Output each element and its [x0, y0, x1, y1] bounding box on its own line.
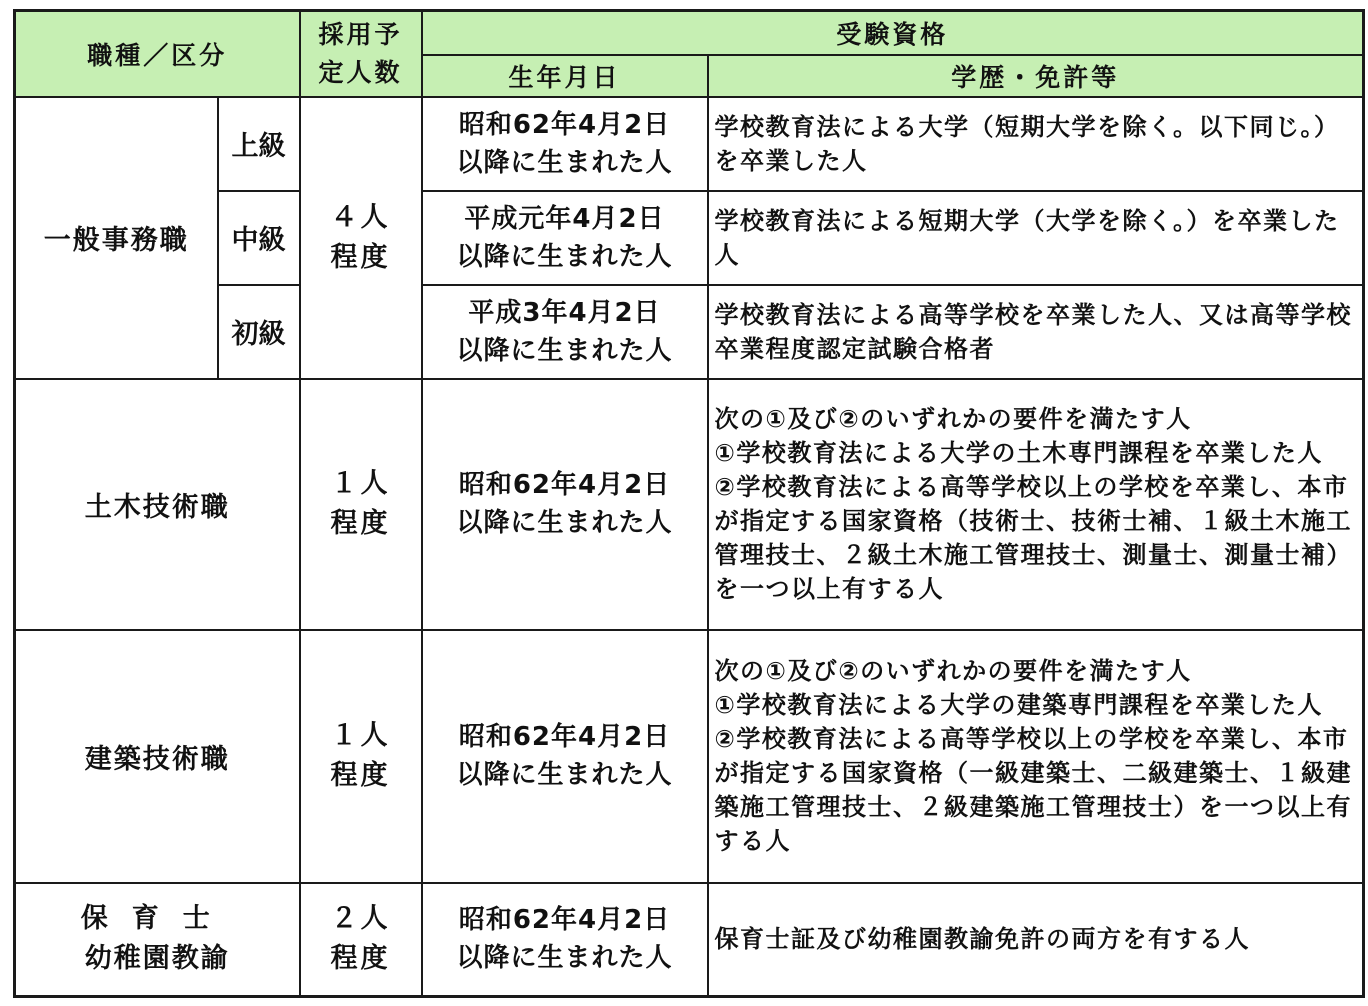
- qualification-cell: 保育士証及び幼稚園教諭免許の両方を有する人: [708, 883, 1364, 997]
- quota-suffix: 程度: [330, 241, 391, 273]
- category-general: 一般事務職: [15, 97, 218, 379]
- category-civil: 土木技術職: [15, 379, 300, 630]
- birthdate-suffix: 以降に生まれた人: [456, 943, 673, 974]
- quota-nursery: [300, 883, 422, 997]
- table-row: [15, 285, 1364, 379]
- birthdate-from: 平成3年4月2日: [468, 297, 661, 328]
- recruitment-table: [13, 9, 1365, 998]
- level-label: 中級: [218, 191, 300, 285]
- qualification-item-2: ②学校教育法による高等学校以上の学校を卒業し、本市が指定する国家資格（一級建築士、二級建築士、１級建築施工管理技士、２級建築施工管理技士）を一つ以上有する人: [714, 725, 1353, 855]
- birthdate-suffix: 以降に生まれた人: [456, 147, 673, 178]
- quota-arch: [300, 630, 422, 883]
- category-line1: 保育士: [80, 903, 234, 935]
- header-education: 学歴・免許等: [708, 55, 1364, 97]
- qualification-intro: 次の①及び②のいずれかの要件を満たす人: [714, 657, 1192, 685]
- header-category: 職種／区分: [15, 11, 300, 97]
- category-arch: 建築技術職: [15, 630, 300, 883]
- quota-suffix: 程度: [330, 508, 391, 539]
- quota-civil: [300, 379, 422, 630]
- level-label: 初級: [218, 285, 300, 379]
- header-quota-line1: 採用予: [318, 19, 403, 49]
- level-label: 上級: [218, 97, 300, 191]
- birthdate-from: 平成元年4月2日: [464, 203, 665, 234]
- quota-general: [300, 97, 422, 379]
- qualification-item-2: ②学校教育法による高等学校以上の学校を卒業し、本市が指定する国家資格（技術士、技術士補、１級土木施工管理技士、２級土木施工管理技士、測量士、測量士補）を一つ以上有する人: [714, 473, 1353, 603]
- qualification-cell: [708, 379, 1364, 630]
- table-row: [15, 630, 1364, 883]
- qualification-item-1: ①学校教育法による大学の建築専門課程を卒業した人: [714, 691, 1323, 719]
- qualification-item-1: ①学校教育法による大学の土木専門課程を卒業した人: [714, 439, 1323, 467]
- quota-count: ２人: [330, 903, 391, 935]
- qualification-cell: 学校教育法による高等学校を卒業した人、又は高等学校卒業程度認定試験合格者: [708, 285, 1364, 379]
- birthdate-cell: [422, 379, 708, 630]
- header-birthdate: 生年月日: [422, 55, 708, 97]
- qualification-cell: 学校教育法による大学（短期大学を除く。以下同じ。）を卒業した人: [708, 97, 1364, 191]
- table-row: [15, 883, 1364, 997]
- birthdate-cell: [422, 97, 708, 191]
- birthdate-from: 昭和62年4月2日: [458, 470, 671, 500]
- quota-count: １人: [330, 720, 391, 751]
- table-row: [15, 379, 1364, 630]
- birthdate-suffix: 以降に生まれた人: [456, 760, 673, 790]
- qualification-cell: 学校教育法による短期大学（大学を除く。）を卒業した人: [708, 191, 1364, 285]
- header-qualification: 受験資格: [422, 11, 1364, 55]
- qualification-cell: [708, 630, 1364, 883]
- table-row: [15, 191, 1364, 285]
- birthdate-suffix: 以降に生まれた人: [456, 508, 673, 538]
- birthdate-suffix: 以降に生まれた人: [456, 241, 673, 272]
- quota-suffix: 程度: [330, 760, 391, 791]
- category-line2: 幼稚園教諭: [84, 943, 230, 975]
- birthdate-from: 昭和62年4月2日: [458, 109, 671, 140]
- quota-count: ４人: [330, 201, 391, 233]
- header-quota: [300, 11, 422, 97]
- quota-count: １人: [330, 468, 391, 499]
- category-nursery: [15, 883, 300, 997]
- birthdate-cell: [422, 191, 708, 285]
- qualification-intro: 次の①及び②のいずれかの要件を満たす人: [714, 405, 1192, 433]
- table-row: [15, 97, 1364, 191]
- birthdate-cell: [422, 883, 708, 997]
- header-quota-line2: 定人数: [318, 57, 403, 87]
- birthdate-from: 昭和62年4月2日: [458, 722, 671, 752]
- birthdate-from: 昭和62年4月2日: [458, 905, 671, 936]
- birthdate-cell: [422, 630, 708, 883]
- quota-suffix: 程度: [330, 943, 391, 975]
- birthdate-suffix: 以降に生まれた人: [456, 335, 673, 366]
- birthdate-cell: [422, 285, 708, 379]
